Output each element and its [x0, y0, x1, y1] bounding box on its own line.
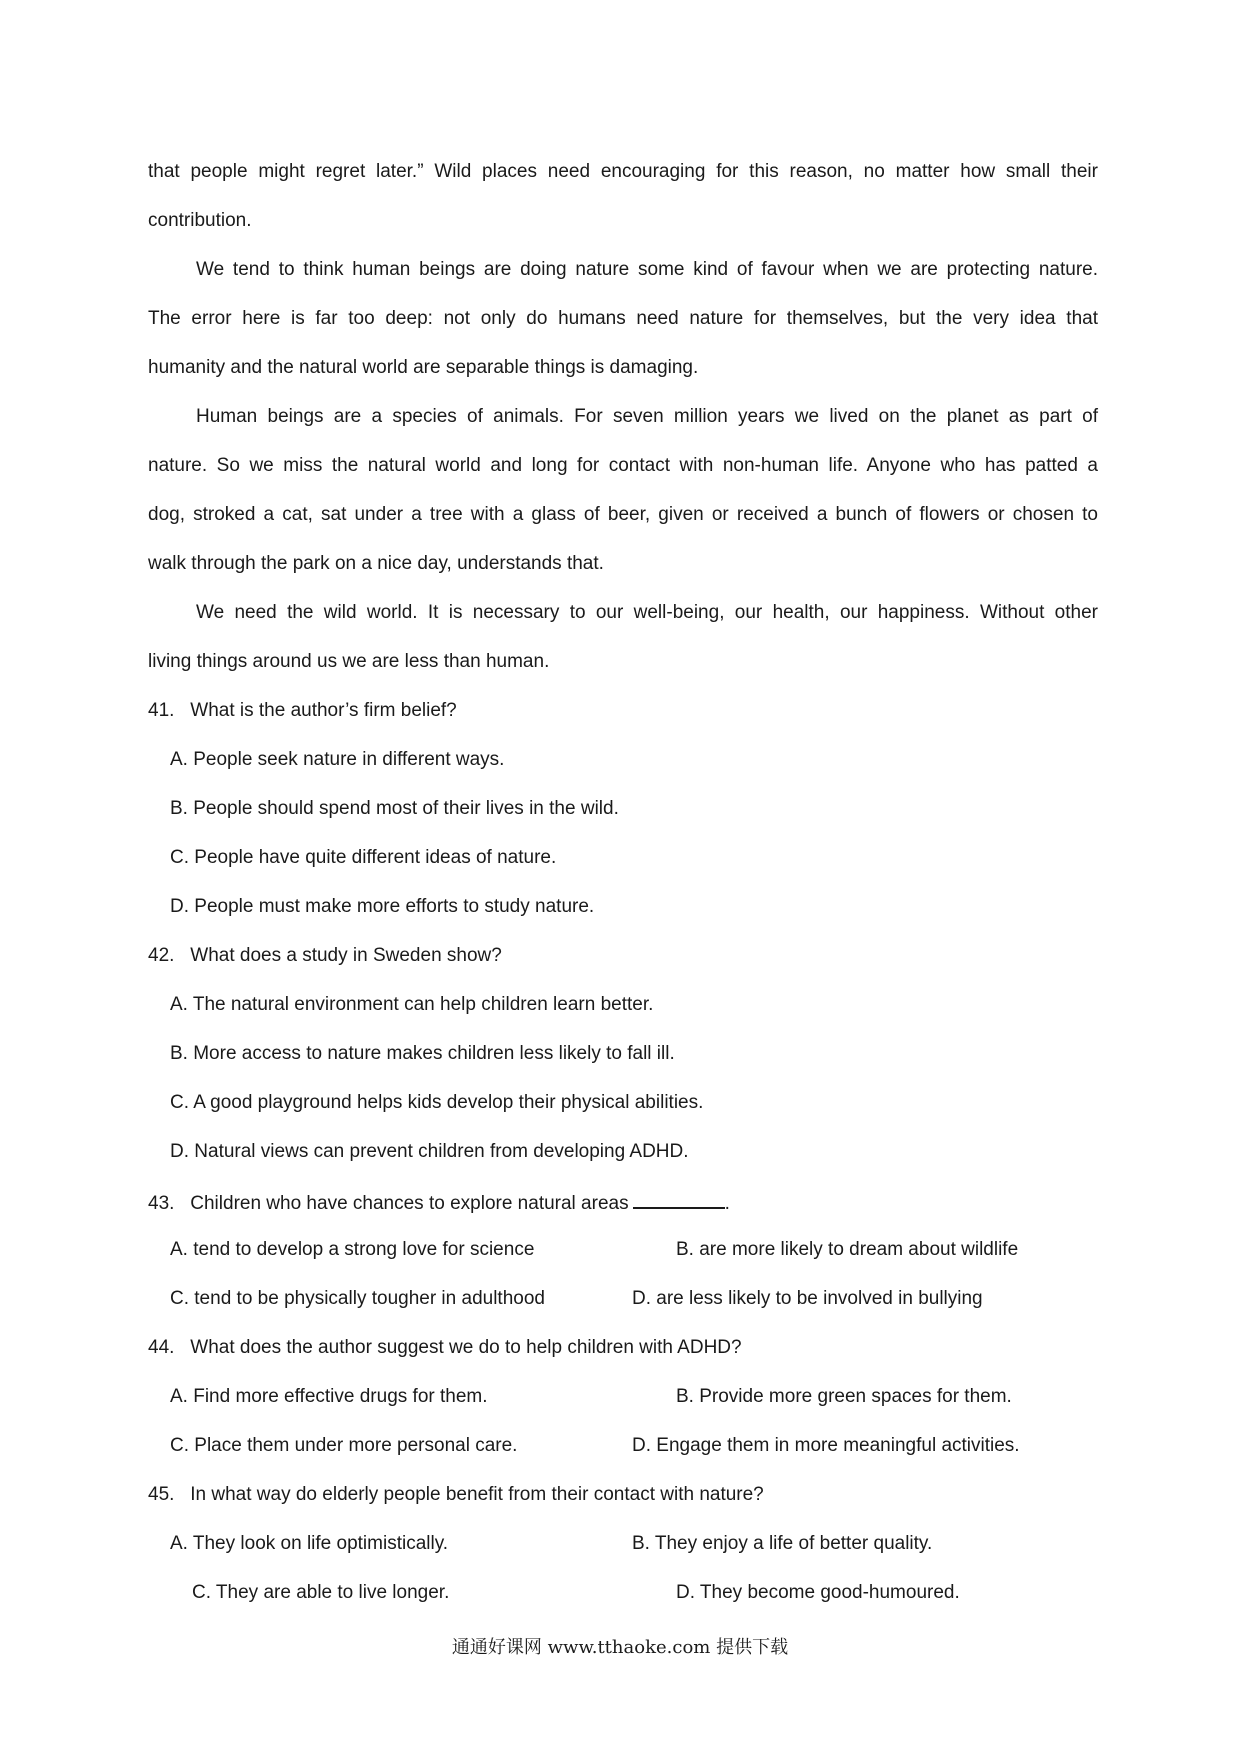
- answer-blank[interactable]: [633, 1189, 725, 1209]
- option-44-b[interactable]: B. Provide more green spaces for them.: [676, 1386, 1012, 1407]
- option-41-c[interactable]: C. People have quite different ideas of nature.: [170, 847, 557, 868]
- passage-line: We tend to think human beings are doing nature some kind of favour when we are protecting nature.: [196, 259, 1098, 280]
- question-number: 45.: [148, 1484, 175, 1505]
- option-42-d[interactable]: D. Natural views can prevent children from developing ADHD.: [170, 1141, 689, 1162]
- question-stem: What is the author’s firm belief?: [190, 700, 457, 721]
- question-43: [148, 1189, 1098, 1216]
- option-45-c[interactable]: C. They are able to live longer.: [192, 1582, 450, 1603]
- option-42-c[interactable]: C. A good playground helps kids develop their physical abilities.: [170, 1092, 704, 1113]
- option-44-d[interactable]: D. Engage them in more meaningful activities.: [632, 1435, 1020, 1456]
- question-stem: Children who have chances to explore natural areas: [190, 1193, 629, 1214]
- page-footer: 通通好课网 www.tthaoke.com 提供下载: [451, 1637, 789, 1658]
- option-43-b[interactable]: B. are more likely to dream about wildlife: [676, 1239, 1019, 1260]
- question-44: [148, 1336, 1098, 1360]
- question-stem: What does the author suggest we do to help children with ADHD?: [190, 1337, 742, 1358]
- option-43-a[interactable]: A. tend to develop a strong love for science: [170, 1239, 535, 1260]
- option-42-b[interactable]: B. More access to nature makes children less likely to fall ill.: [170, 1043, 675, 1064]
- question-45: [148, 1483, 1098, 1507]
- option-45-a[interactable]: A. They look on life optimistically.: [170, 1533, 449, 1554]
- passage-line: dog, stroked a cat, sat under a tree with a glass of beer, given or received a bunch of flowers or chosen to: [148, 504, 1098, 525]
- passage-line: humanity and the natural world are separable things is damaging.: [148, 357, 699, 378]
- question-stem: In what way do elderly people benefit from their contact with nature?: [190, 1484, 764, 1505]
- question-41: [148, 699, 1098, 723]
- question-number: 43.: [148, 1193, 175, 1214]
- question-stem-end: .: [724, 1193, 730, 1214]
- option-44-a[interactable]: A. Find more effective drugs for them.: [170, 1386, 488, 1407]
- passage-line: nature. So we miss the natural world and long for contact with non-human life. Anyone who has patted a: [148, 455, 1098, 476]
- option-45-b[interactable]: B. They enjoy a life of better quality.: [632, 1533, 933, 1554]
- option-45-d[interactable]: D. They become good-humoured.: [676, 1582, 960, 1603]
- option-41-b[interactable]: B. People should spend most of their lives in the wild.: [170, 798, 619, 819]
- passage-line: walk through the park on a nice day, understands that.: [148, 553, 604, 574]
- passage-line: that people might regret later.” Wild places need encouraging for this reason, no matter how small their: [148, 161, 1098, 182]
- passage-line: contribution.: [148, 210, 252, 231]
- question-number: 42.: [148, 945, 175, 966]
- passage-line: The error here is far too deep: not only do humans need nature for themselves, but the very idea that: [148, 308, 1098, 329]
- passage-line: We need the wild world. It is necessary to our well-being, our health, our happiness. Without other: [196, 602, 1098, 623]
- passage-line: living things around us we are less than human.: [148, 651, 550, 672]
- option-41-d[interactable]: D. People must make more efforts to study nature.: [170, 896, 595, 917]
- option-43-d[interactable]: D. are less likely to be involved in bullying: [632, 1288, 983, 1309]
- option-44-c[interactable]: C. Place them under more personal care.: [170, 1435, 518, 1456]
- question-number: 41.: [148, 700, 175, 721]
- option-43-c[interactable]: C. tend to be physically tougher in adulthood: [170, 1288, 545, 1309]
- option-41-a[interactable]: A. People seek nature in different ways.: [170, 749, 505, 770]
- question-number: 44.: [148, 1337, 175, 1358]
- option-42-a[interactable]: A. The natural environment can help children learn better.: [170, 994, 654, 1015]
- passage-line: Human beings are a species of animals. For seven million years we lived on the planet as part of: [196, 406, 1098, 427]
- question-42: [148, 944, 1098, 968]
- question-stem: What does a study in Sweden show?: [190, 945, 502, 966]
